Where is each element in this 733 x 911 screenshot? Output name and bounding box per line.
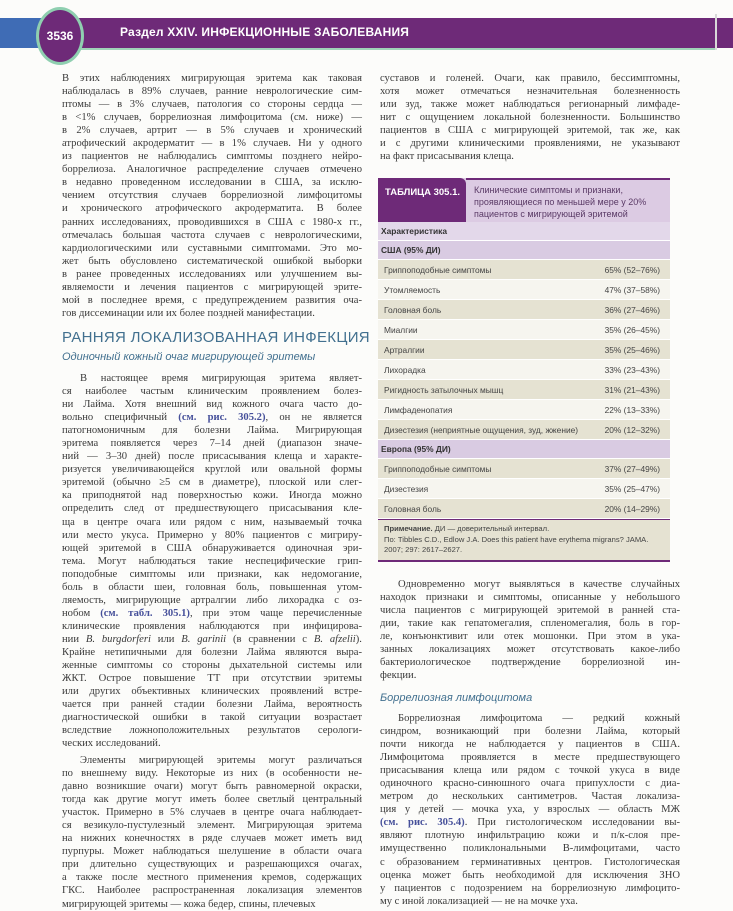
text-line: хотя может отмечаться незначительная болезненность [380,86,680,98]
text-line: ризуется увеличивающейся круглой или овальной формы [62,464,362,476]
value-cell: 20% (12–32%) [604,424,660,435]
text-line: одиночного красно-синюшного очага припухлости с диа- [380,778,680,790]
text-line: метром до нескольких сантиметров. Частая локализа- [380,791,680,803]
symptom-cell: Головная боль [384,304,442,315]
text-line: му с иной локализацией — не на мочке уха. [380,895,578,907]
text-line: патогномоничным для болезни Лайма. Мигрирующая [62,425,362,437]
value-cell: 47% (37–58%) [604,284,660,295]
text-line: из пациентов не наблюдались симптомы позднего нейро- [62,151,362,163]
text-line: в ранее проведенных исследованиях или улучшением вы- [62,268,362,280]
text-line: или других объективных клинических проявлений встре- [62,686,362,698]
text-line: находок признаки и симптомы, описанные у небольшого [380,592,680,604]
column-header-label: Характеристика [381,226,447,236]
table-title: Клинические симптомы и признаки, проявляющиеся по меньшей мере у 20% пациентов с мигрирующей эритемой [466,178,670,222]
text-line: боррелиоза. Аналогичное распределение случаев отмечено [62,164,362,176]
text-line: В этих наблюдениях мигрирующая эритема как таковая [62,73,362,84]
text-line: имущественно поликлональными В-лимфоцитами, часто [380,843,680,855]
text-line: фекции. [380,670,417,682]
paragraph [380,578,680,682]
section-label: США (95% ДИ) [381,245,441,255]
figure-reference-link[interactable]: (см. рис. 305.2) [178,412,266,424]
text-line: оценка может быть необходимой для исключения ЗНО [380,869,680,881]
table-row [378,260,670,280]
table-row [378,280,670,300]
text-line: а также после местного применения кремов, содержащих [62,872,362,884]
text-line: бактериологическое подтверждение боррелиозной ин- [380,657,680,669]
table-row [378,360,670,380]
text-line: ся везикуло-пустулезный элемент. Мигрирующая эритема [62,820,362,832]
text-line: участок. Примерно в 5% случаев в центре очага наблюдает- [62,807,362,819]
symptom-cell: Гриппоподобные симптомы [384,463,492,474]
text-line: числа пациентов с мигрирующей эритемой в ранней ста- [380,605,680,617]
table-section-usa [378,241,670,260]
text-line: ща в центре очага или рядом с ним, называемый точка [62,516,362,528]
note-text: ДИ — доверительный интервал. [432,524,550,533]
text-line: на нижних конечностях в ряде случаев может иметь вид [62,833,362,845]
text-line: в недавно проведенном исследовании в США, за исклю- [62,177,362,189]
text-line: нобом (см. табл. 305.1), при этом чаще перечисленные [62,607,362,619]
table-row [378,459,670,479]
table-header [378,178,670,222]
text-line: являют плотную инфильтрацию кожи и п/к-слоя пре- [380,830,680,842]
table-305-1 [378,178,670,562]
symptom-cell: Ригидность затылочных мышц [384,384,504,395]
text-line: женные симптомы со стороны дыхательной системы или [62,660,362,672]
text-line: или зуд, также может наблюдаться регионарный лимфаде- [380,99,680,111]
text-line: наблюдалась в 89% случаев, ранние неврологические сим- [62,86,362,98]
paragraph [380,72,680,163]
text-line: в <1% случаев, боррелиозная лимфоцитома (см. ниже) — [62,112,362,124]
text-line: Крайне нетипичными для болезни Лайма являются выра- [62,646,362,658]
text-line: синдром, возникающий при болезни Лайма, который [380,726,680,738]
text-line: Лимфоцитома проявляется в месте предшествующего [380,752,680,764]
table-section-europe [378,440,670,459]
symptom-cell: Утомляемость [384,284,441,295]
text-line: пурпуры. Может наблюдаться шелушение в области очага [62,846,362,858]
value-cell: 35% (26–45%) [604,324,660,335]
text-line: ция у детей — мочка уха, у взрослых — область МЖ [380,804,680,816]
text-line: эритемой (обычно ≥5 см в диаметре), плоской или слег- [62,477,362,489]
paragraph [62,754,362,911]
text-line: Одновременно могут выявляться в качестве случайных [398,579,680,590]
text-line: нит с ощущением локальной болезненности. Большинство [380,112,680,124]
table-row [378,499,670,519]
table-source: По: Tibbles C.D., Edlow J.A. Does this patient have erythema migrans? JAMA. 2007; 297: 2617–2627. [384,534,649,554]
value-cell: 31% (21–43%) [604,384,660,395]
text-line: и с другими клиническими проявлениями, не указывают [380,138,680,150]
text-line: определить след от предшествующего присасывания кле- [62,503,362,515]
text-line: мой в последнее время, с предупреждением развития оча- [62,294,362,306]
text-line: клинические проявления наблюдаются при инфицирова- [62,620,362,632]
text-line: суставов и голеней. Очаги, как правило, бессимптомны, [380,73,680,84]
table-row [378,300,670,320]
text-line: при длительно существующих и разрешающихся очагах, [62,859,362,871]
text-line: мигрирующей эритемы — кожа бедер, спины, плечевых [62,898,316,910]
text-line: чается при ранней стадии болезни Лайма, вероятность [62,699,362,711]
text-line: отмечалась большая частота случаев с неврологическими, [62,229,362,241]
text-line: жет быть обусловлено систематической ошибкой выборки [62,255,362,267]
italic-term: B. burgdorferi [85,633,151,645]
text-line: ни Лайма. Хотя внешний вид кожного очага часто до- [62,399,362,411]
table-row [378,340,670,360]
symptom-cell: Гриппоподобные симптомы [384,264,492,275]
text-line: пациентов в США с мигрирующей эритемой, так же, как [380,125,680,137]
section-title: Раздел XXIV. ИНФЕКЦИОННЫЕ ЗАБОЛЕВАНИЯ [120,25,410,39]
value-cell: 20% (14–29%) [604,503,660,514]
table-row [378,479,670,499]
italic-term: B. afzelii [313,633,356,645]
table-row [378,420,670,440]
header-purple-band-end [717,18,733,48]
text-line: эритема появляется через 7–14 дней (диапазон значе- [62,438,362,450]
symptom-cell: Лихорадка [384,364,426,375]
value-cell: 35% (25–46%) [604,344,660,355]
text-line: боль в области шеи, головная боль, повышенная утом- [62,581,362,593]
text-line: ний — 3–30 дней) после присасывания клеща и характе- [62,451,362,463]
table-note [378,519,670,562]
text-line: Элементы мигрирующей эритемы могут различаться [80,755,362,766]
text-line: давно возникшие очаги) могут быть равномерной окраски, [62,781,362,793]
text-line: занных локализациях может отсутствовать какое-либо [380,644,680,656]
value-cell: 33% (23–43%) [604,364,660,375]
text-line: чением отсутствия случаев боррелиозной лимфоцитомы [62,190,362,202]
subsection-heading: Одиночный кожный очаг мигрирующей эритемы [62,351,316,363]
text-line: кардиологическими или суставными симптомами. Это мо- [62,242,362,254]
symptom-cell: Дизестезия (неприятные ощущения, зуд, жжение) [384,424,579,435]
paragraph [62,72,362,320]
table-row [378,380,670,400]
symptom-cell: Лимфаденопатия [384,404,453,415]
text-line: с образованием герминативных центров. Гистологическая [380,856,680,868]
text-line: вольно специфичный (см. рис. 305.2), он не является [62,412,362,424]
table-column-header [378,222,670,241]
paragraph [380,712,680,908]
table-row [378,320,670,340]
italic-term: B. garinii [181,633,227,645]
text-line: по внешнему виду. Некоторые из них (в особенности не- [62,768,362,780]
text-line: ющей эритемой в США обнаруживается одиночная эри- [62,542,362,554]
figure-reference-link[interactable]: (см. рис. 305.4) [380,817,465,829]
text-line: ка приподнятой над поверхностью кожи. Иногда можно [62,490,362,502]
text-line: ЖКТ. Острое повышение ТТ при отсутствии эритемы [62,673,362,685]
symptom-cell: Дизестезия [384,483,429,494]
paragraph [62,372,362,750]
text-line: у пациентов с подозрением на боррелиозную лимфоцито- [380,882,680,894]
symptom-cell: Головная боль [384,503,442,514]
value-cell: 37% (27–49%) [604,463,660,474]
value-cell: 35% (25–47%) [604,483,660,494]
text-line: присасывания клеща или рядом с точкой укуса в виде [380,765,680,777]
text-line: ся наиболее частым клиническим проявлением болез- [62,386,362,398]
section-label: Европа (95% ДИ) [381,444,451,454]
text-line: тема. Могут наблюдаться такие неспецифические грип- [62,555,362,567]
text-line: или место укуса. Примерно у 80% пациентов с мигриру- [62,529,362,541]
symptom-cell: Миалгии [384,324,418,335]
text-line: и хронического атрофического акродерматита. В более [62,203,362,215]
text-line: в 2% случаев, артрит — в 5% случаев и хронический [62,125,362,137]
text-line: Боррелиозная лимфоцитома — редкий кожный [398,713,680,724]
text-line: ческих исследований. [62,738,161,750]
symptom-cell: Артралгии [384,344,425,355]
table-row [378,400,670,420]
text-line: почти никогда не наблюдается у пациентов в США. [380,739,680,751]
text-line: поподобные симптомы или признаки, как недомогание, [62,568,362,580]
text-line: гов диссеминации или их более поздней манифестации. [62,307,315,319]
text-line: атрофический акродерматит — в 1% случаев. Ни у одного [62,138,362,150]
text-line: нии B. burgdorferi или B. garinii (в сравнении с B. afzelii). [62,633,362,645]
section-heading: РАННЯЯ ЛОКАЛИЗОВАННАЯ ИНФЕКЦИЯ [62,329,370,346]
value-cell: 65% (52–76%) [604,264,660,275]
text-line: диагностической ошибки в такой ситуации возрастает [62,712,362,724]
text-line: ГКС. Наиболее распространенная локализация элементов [62,885,362,897]
value-cell: 36% (27–46%) [604,304,660,315]
text-line: В настоящее время мигрирующая эритема являет- [80,373,362,384]
text-line: являемости и лечения пациентов с мигрирующей эрите- [62,281,362,293]
text-line: на факт присасывания клеща. [380,151,514,163]
text-line: ляемость, мигрирующие артралгии либо лихорадка с оз- [62,594,362,606]
subsection-heading: Боррелиозная лимфоцитома [380,692,533,704]
table-tag: ТАБЛИЦА 305.1. [378,178,466,222]
value-cell: 22% (13–33%) [604,404,660,415]
figure-reference-link[interactable]: (см. табл. 305.1) [100,607,190,619]
text-line: вследствие ложноположительных результатов серологи- [62,725,362,737]
text-line: тогда как другие могут иметь более светлый центральный [62,794,362,806]
text-line: ле, конъюнктивит или отек мошонки. При этом в ука- [380,631,680,643]
text-line: дии, такие как гепатомегалия, спленомегалия, боль в гор- [380,618,680,630]
text-line: ранних исследованиях, проводившихся в США с 1980-х гг., [62,216,362,228]
text-line: птомы — в 3% случаев, патология со стороны сердца — [62,99,362,111]
page-number-badge: 3536 [36,7,84,65]
text-line: (см. рис. 305.4). При гистологическом исследовании вы- [380,817,680,829]
note-label: Примечание. [384,524,433,533]
